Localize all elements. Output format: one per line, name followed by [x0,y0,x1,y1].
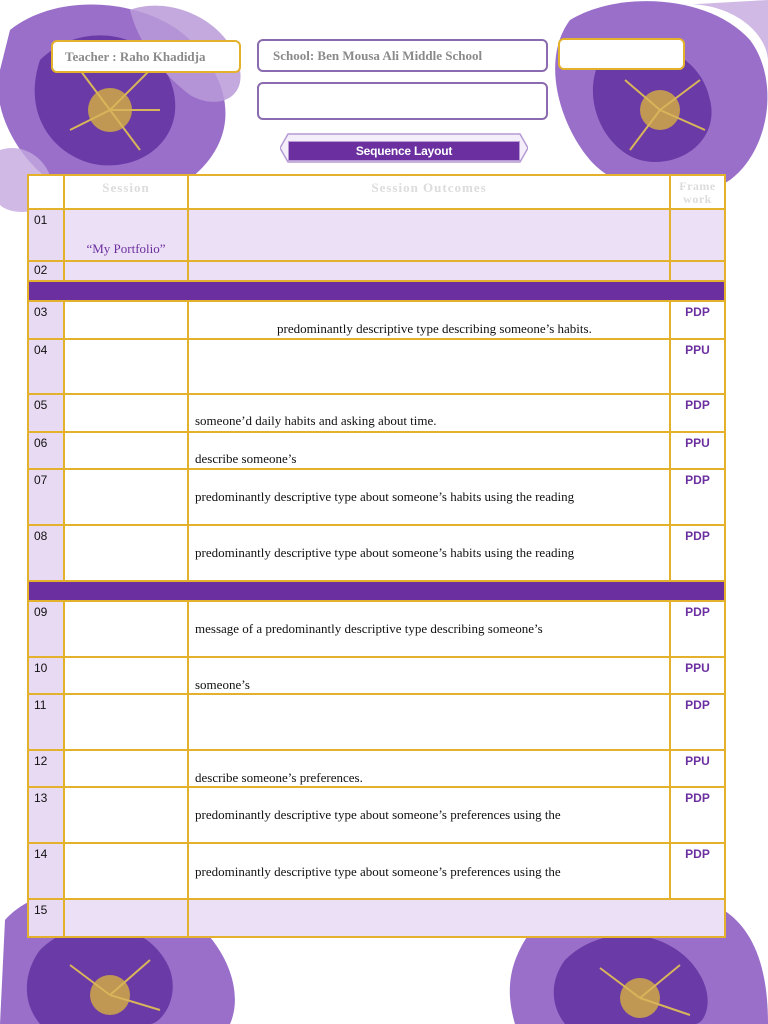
header-outcomes: Session Outcomes [188,175,670,209]
row-number: 04 [28,339,64,394]
row-number: 08 [28,525,64,581]
table-row [28,209,725,261]
outcome-cell [188,601,670,657]
outcome-text: predominantly descriptive type about someone’s preferences using the [195,864,561,879]
table-row [28,899,725,937]
framework-cell: PPU [670,432,725,469]
table-row [28,787,725,843]
table-row [28,750,725,787]
outcome-text: predominantly descriptive type about someone’s habits using the reading [195,489,575,504]
teacher-field [51,40,241,73]
framework-cell: PDP [670,601,725,657]
row-number: 10 [28,657,64,694]
session-cell [64,261,188,281]
framework-cell [670,209,725,261]
session-cell [64,657,188,694]
outcome-text: describe someone’s preferences. [195,770,363,785]
outcome-cell [188,301,670,339]
table-row [28,601,725,657]
outcome-text: describe someone’s [195,451,297,466]
outcome-text: someone’s [195,677,250,692]
section-divider [28,581,725,601]
outcome-text: predominantly descriptive type about someone’s habits using the reading [195,545,575,560]
row-number: 07 [28,469,64,525]
school-field [257,39,548,72]
table-row [28,432,725,469]
session-cell [64,601,188,657]
outcome-text: someone’d daily habits and asking about time. [195,413,437,428]
divider-bar [28,581,725,601]
school-label: School: Ben Mousa Ali Middle School [273,47,483,63]
table-row [28,525,725,581]
framework-cell: PDP [670,694,725,750]
outcome-cell [188,657,670,694]
blank-field-middle [257,82,548,120]
outcome-cell [188,694,670,750]
row-number: 12 [28,750,64,787]
table-row [28,843,725,899]
session-cell [64,469,188,525]
outcome-cell [188,899,725,937]
header-framework: Frame work [670,175,725,209]
framework-cell: PDP [670,301,725,339]
flower-top-right [530,0,768,200]
row-number: 03 [28,301,64,339]
outcome-cell [188,787,670,843]
outcome-cell [188,469,670,525]
framework-cell: PDP [670,394,725,432]
framework-cell: PDP [670,843,725,899]
session-cell [64,843,188,899]
framework-cell: PDP [670,787,725,843]
session-cell [64,525,188,581]
row-number: 11 [28,694,64,750]
outcome-text: message of a predominantly descriptive type describing someone’s [195,621,543,636]
row-number: 01 [28,209,64,261]
session-cell [64,339,188,394]
outcome-cell [188,525,670,581]
row-number: 15 [28,899,64,937]
framework-cell: PDP [670,525,725,581]
session-cell [64,301,188,339]
header-number [28,175,64,209]
outcome-cell [188,843,670,899]
framework-cell: PPU [670,339,725,394]
framework-cell: PPU [670,750,725,787]
session-cell [64,394,188,432]
table-row [28,301,725,339]
outcome-text: predominantly descriptive type describing someone’s habits. [277,321,592,336]
table-row [28,261,725,281]
framework-cell: PPU [670,657,725,694]
row-number: 02 [28,261,64,281]
table-row [28,339,725,394]
outcome-cell [188,209,670,261]
table-row [28,694,725,750]
outcome-cell [188,394,670,432]
session-cell [64,209,188,261]
page-title [288,141,520,161]
row-number: 14 [28,843,64,899]
session-cell [64,787,188,843]
section-divider [28,281,725,301]
row-number: 05 [28,394,64,432]
session-cell [64,694,188,750]
table-header-row [28,175,725,209]
outcome-text: predominantly descriptive type about someone’s preferences using the [195,807,561,822]
page-title-text: Sequence Layout [355,144,453,158]
sequence-table [27,174,726,938]
outcome-cell [188,261,670,281]
outcome-cell [188,339,670,394]
session-cell [64,432,188,469]
blank-field-right [558,38,685,70]
table-row [28,394,725,432]
header-session: Session [64,175,188,209]
row-number: 13 [28,787,64,843]
session-cell [64,899,188,937]
teacher-label: Teacher : Raho Khadidja [65,48,206,64]
outcome-cell [188,432,670,469]
session-title: “My Portfolio” [86,241,166,256]
outcome-cell [188,750,670,787]
table-row [28,657,725,694]
divider-bar [28,281,725,301]
framework-cell: PDP [670,469,725,525]
table-row [28,469,725,525]
row-number: 06 [28,432,64,469]
row-number: 09 [28,601,64,657]
framework-cell [670,261,725,281]
session-cell [64,750,188,787]
